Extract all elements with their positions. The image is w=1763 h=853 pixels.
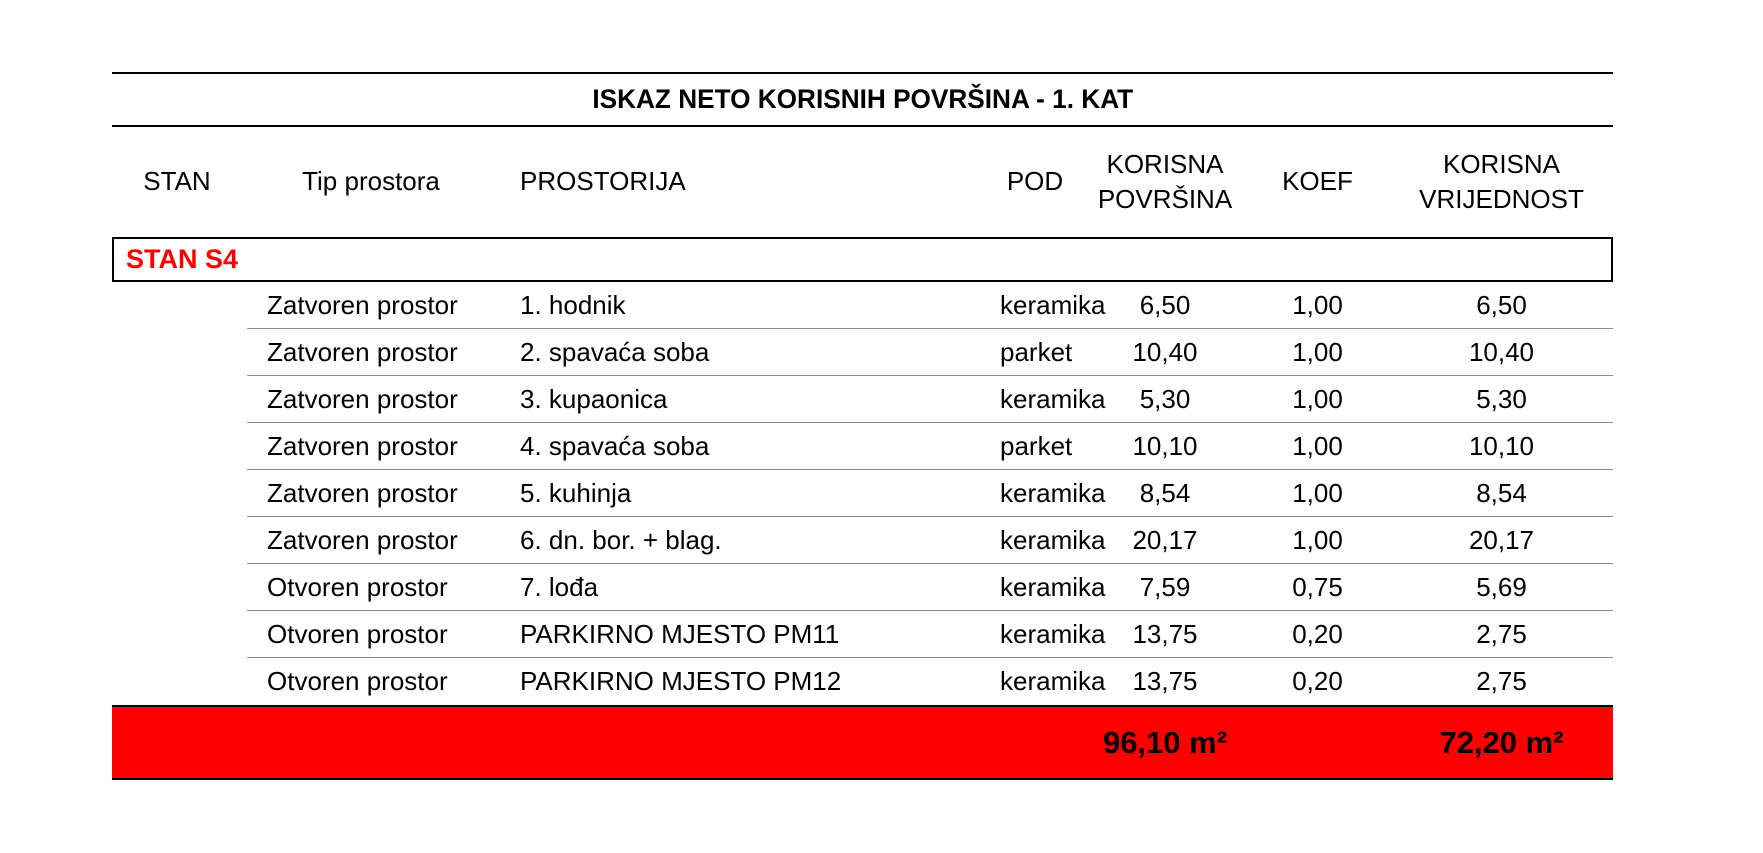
cell-pod: parket [1000, 431, 1073, 461]
column-header-row [112, 127, 1613, 237]
cell-koef: 1,00 [1292, 290, 1343, 320]
table-row [112, 611, 1613, 658]
column-header-prostorija: PROSTORIJA [520, 166, 686, 197]
cell-pod: keramika [1000, 572, 1106, 602]
cell-pod: keramika [1000, 525, 1106, 555]
cell-prostorija: PARKIRNO MJESTO PM11 [520, 619, 840, 649]
cell-prostorija: 2. spavaća soba [520, 337, 710, 367]
total-korisna-vrijednost: 72,20 m² [1439, 724, 1564, 760]
cell-koef: 0,20 [1292, 666, 1343, 696]
cell-korisna-vrijednost: 8,54 [1476, 478, 1527, 508]
column-header-koef: KOEF [1282, 166, 1353, 197]
cell-prostorija: 5. kuhinja [520, 478, 632, 508]
column-header-korisna-vrijednost: KORISNA VRIJEDNOST [1419, 148, 1584, 214]
cell-korisna-povrsina: 20,17 [1132, 525, 1198, 555]
cell-pod: keramika [1000, 384, 1106, 414]
cell-korisna-vrijednost: 2,75 [1476, 619, 1527, 649]
cell-prostorija: PARKIRNO MJESTO PM12 [520, 666, 842, 696]
totals-row [112, 705, 1613, 780]
table-row [112, 470, 1613, 517]
cell-prostorija: 3. kupaonica [520, 384, 668, 414]
data-rows [112, 282, 1613, 705]
cell-prostorija: 6. dn. bor. + blag. [520, 525, 722, 555]
cell-korisna-vrijednost: 10,40 [1468, 337, 1535, 367]
cell-tip-prostora: Zatvoren prostor [267, 384, 458, 414]
table-title: ISKAZ NETO KORISNIH POVRŠINA - 1. KAT [592, 84, 1133, 114]
cell-koef: 1,00 [1292, 337, 1343, 367]
cell-tip-prostora: Otvoren prostor [267, 619, 448, 649]
cell-korisna-vrijednost: 5,30 [1476, 384, 1527, 414]
cell-tip-prostora: Zatvoren prostor [267, 525, 458, 555]
cell-korisna-povrsina: 7,59 [1139, 572, 1191, 602]
cell-prostorija: 4. spavaća soba [520, 431, 710, 461]
cell-koef: 1,00 [1292, 384, 1343, 414]
column-header-tip-prostora: Tip prostora [302, 166, 440, 197]
cell-korisna-povrsina: 13,75 [1132, 619, 1198, 649]
cell-korisna-vrijednost: 2,75 [1476, 666, 1527, 696]
cell-koef: 1,00 [1292, 431, 1343, 461]
cell-prostorija: 1. hodnik [520, 290, 626, 320]
cell-tip-prostora: Zatvoren prostor [267, 431, 458, 461]
net-areas-table [112, 72, 1613, 780]
cell-prostorija: 7. lođa [520, 572, 599, 602]
table-row [112, 658, 1613, 705]
column-header-korisna-povrsina: KORISNA POVRŠINA [1097, 148, 1233, 214]
cell-pod: keramika [1000, 290, 1106, 320]
table-row [112, 517, 1613, 564]
cell-koef: 0,20 [1292, 619, 1343, 649]
cell-tip-prostora: Otvoren prostor [267, 572, 448, 602]
group-header-label: STAN S4 [126, 244, 239, 274]
cell-korisna-povrsina: 5,30 [1139, 384, 1191, 414]
cell-pod: parket [1000, 337, 1073, 367]
table-row [112, 282, 1613, 329]
cell-korisna-vrijednost: 5,69 [1476, 572, 1527, 602]
cell-koef: 0,75 [1292, 572, 1343, 602]
table-row [112, 376, 1613, 423]
cell-koef: 1,00 [1292, 478, 1343, 508]
table-title-row [112, 72, 1613, 127]
cell-pod: keramika [1000, 666, 1106, 696]
column-header-stan: STAN [143, 166, 211, 197]
group-header-box [112, 237, 1613, 282]
cell-korisna-povrsina: 13,75 [1132, 666, 1198, 696]
table-row [112, 423, 1613, 470]
cell-tip-prostora: Otvoren prostor [267, 666, 448, 696]
cell-korisna-povrsina: 10,40 [1132, 337, 1198, 367]
cell-pod: keramika [1000, 478, 1106, 508]
cell-korisna-povrsina: 6,50 [1139, 290, 1191, 320]
cell-korisna-vrijednost: 6,50 [1476, 290, 1527, 320]
cell-tip-prostora: Zatvoren prostor [267, 478, 458, 508]
table-row [112, 564, 1613, 611]
table-row [112, 329, 1613, 376]
cell-koef: 1,00 [1292, 525, 1343, 555]
cell-tip-prostora: Zatvoren prostor [267, 290, 458, 320]
total-korisna-povrsina: 96,10 m² [1102, 724, 1228, 760]
cell-korisna-vrijednost: 10,10 [1468, 431, 1535, 461]
cell-pod: keramika [1000, 619, 1106, 649]
cell-korisna-vrijednost: 20,17 [1468, 525, 1535, 555]
cell-korisna-povrsina: 10,10 [1132, 431, 1198, 461]
column-header-pod: POD [1006, 166, 1064, 197]
cell-korisna-povrsina: 8,54 [1139, 478, 1191, 508]
cell-tip-prostora: Zatvoren prostor [267, 337, 458, 367]
